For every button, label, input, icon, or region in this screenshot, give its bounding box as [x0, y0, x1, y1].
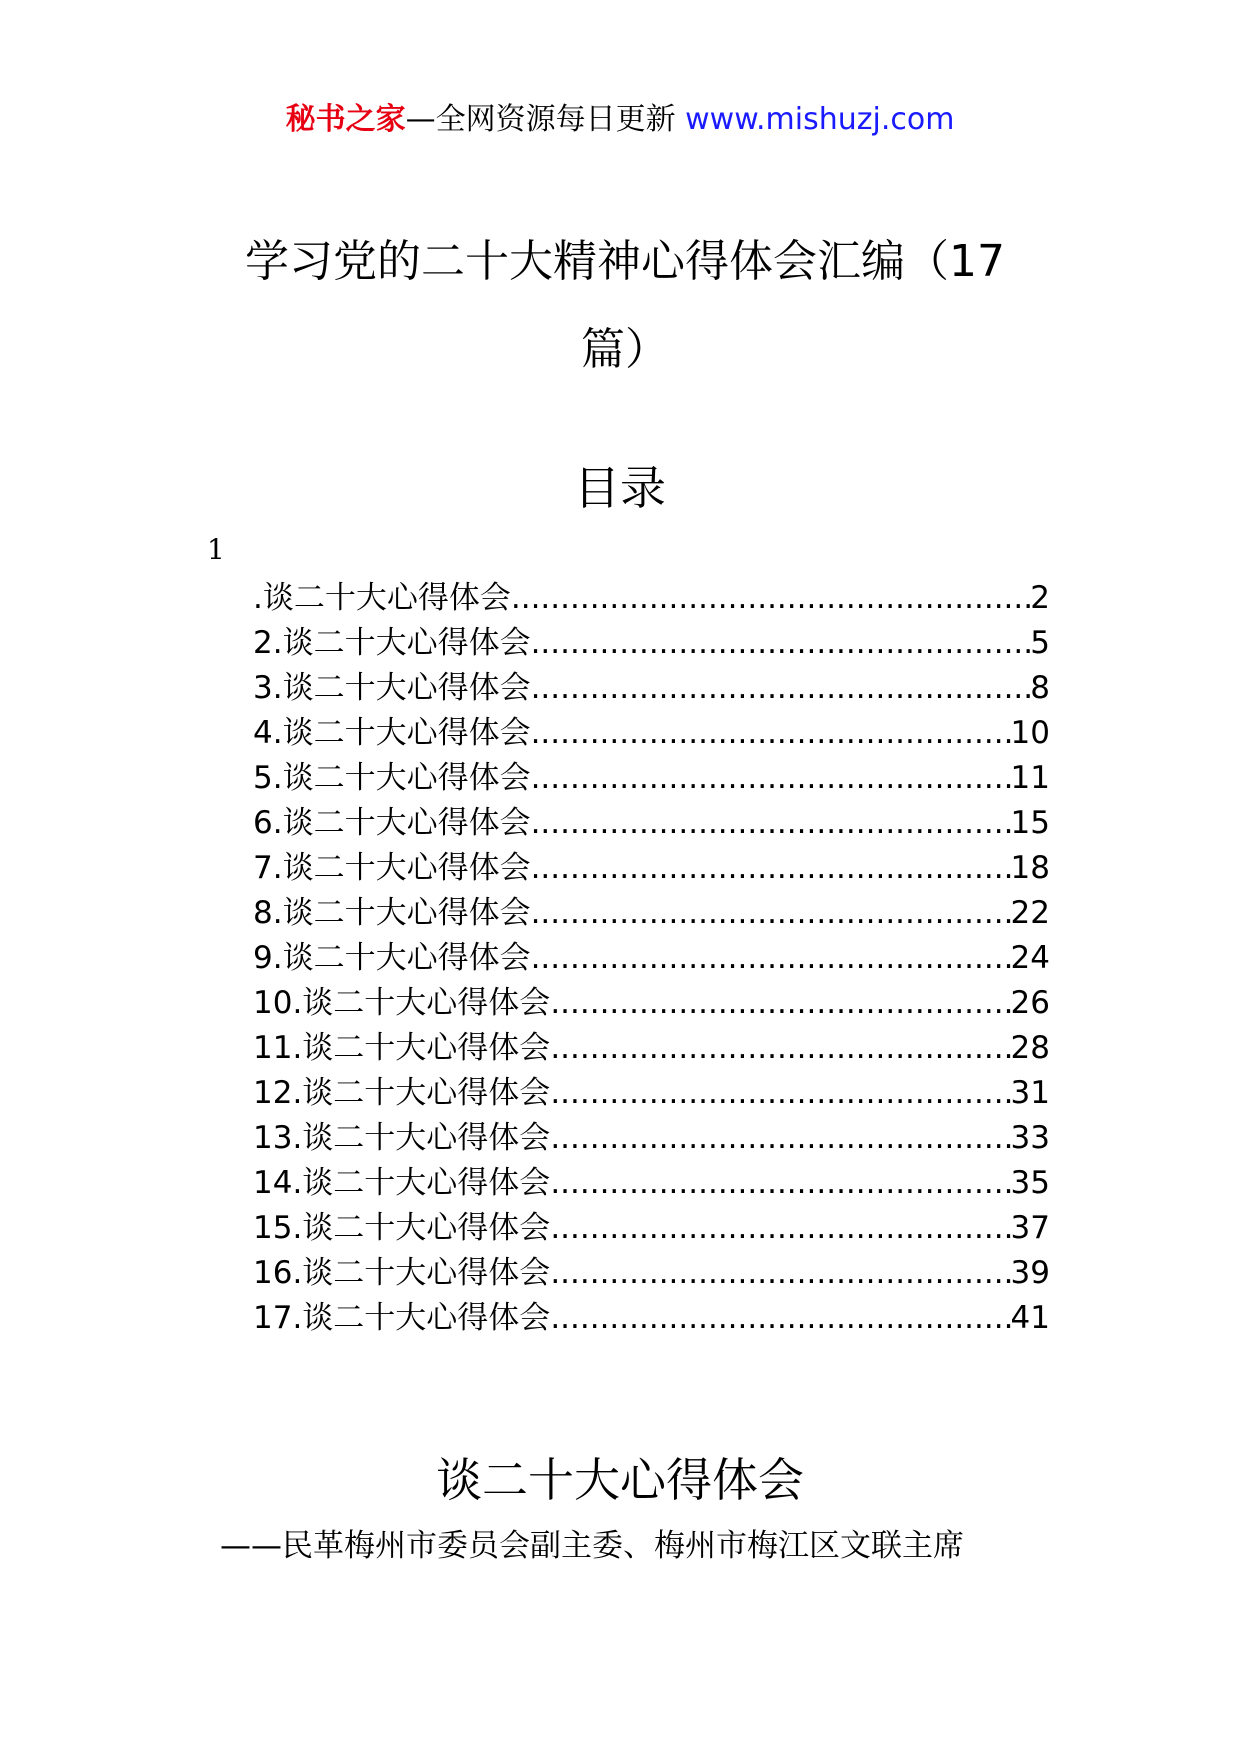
- toc-entry[interactable]: [253, 801, 1050, 846]
- toc-leader-dots: [550, 1026, 1010, 1071]
- toc-entry-label: 6.谈二十大心得体会: [253, 805, 531, 841]
- toc-leader-dots: [531, 846, 1011, 891]
- toc-entry-label: 13.谈二十大心得体会: [253, 1120, 551, 1156]
- site-banner: [0, 100, 1240, 140]
- toc-entry-page: 31: [1010, 1075, 1050, 1111]
- toc-list: [253, 576, 1050, 1341]
- toc-heading: 目录: [574, 461, 666, 515]
- toc-leader-dots: [550, 1071, 1010, 1116]
- toc-entry-label: 11.谈二十大心得体会: [253, 1030, 551, 1066]
- toc-leader-dots: [550, 1296, 1010, 1341]
- document-title-line-1: 学习党的二十大精神心得体会汇编（17: [245, 236, 1005, 287]
- toc-entry-page: 2: [1030, 580, 1050, 616]
- toc-entry[interactable]: [253, 1296, 1050, 1341]
- toc-entry-page: 41: [1010, 1300, 1050, 1336]
- toc-leader-dots: [531, 936, 1011, 981]
- toc-entry-label: 10.谈二十大心得体会: [253, 985, 551, 1021]
- toc-entry[interactable]: [253, 846, 1050, 891]
- article-title: 谈二十大心得体会: [436, 1453, 804, 1507]
- toc-stray-number: 1: [207, 533, 225, 566]
- toc-leader-dots: [531, 666, 1031, 711]
- toc-entry-label: 4.谈二十大心得体会: [253, 715, 531, 751]
- toc-entry-page: 8: [1030, 670, 1050, 706]
- toc-entry[interactable]: [253, 1071, 1050, 1116]
- toc-entry[interactable]: [253, 891, 1050, 936]
- toc-entry-label: 17.谈二十大心得体会: [253, 1300, 551, 1336]
- toc-entry-page: 10: [1010, 715, 1050, 751]
- toc-leader-dots: [531, 891, 1011, 936]
- toc-entry-page: 18: [1010, 850, 1050, 886]
- toc-entry-label: 7.谈二十大心得体会: [253, 850, 531, 886]
- toc-entry[interactable]: [253, 666, 1050, 711]
- toc-entry-page: 35: [1010, 1165, 1050, 1201]
- brand-name: 秘书之家: [285, 102, 406, 137]
- toc-leader-dots: [550, 981, 1010, 1026]
- toc-leader-dots: [511, 576, 1030, 621]
- toc-entry-label: 15.谈二十大心得体会: [253, 1210, 551, 1246]
- toc-entry-page: 33: [1010, 1120, 1050, 1156]
- toc-entry-page: 24: [1010, 940, 1050, 976]
- toc-entry-page: 5: [1030, 625, 1050, 661]
- toc-entry-page: 39: [1010, 1255, 1050, 1291]
- toc-entry-label: 14.谈二十大心得体会: [253, 1165, 551, 1201]
- toc-entry-label: 3.谈二十大心得体会: [253, 670, 531, 706]
- toc-entry[interactable]: [253, 1161, 1050, 1206]
- toc-entry-label: 2.谈二十大心得体会: [253, 625, 531, 661]
- toc-leader-dots: [550, 1161, 1010, 1206]
- toc-leader-dots: [531, 621, 1031, 666]
- toc-entry-label: 5.谈二十大心得体会: [253, 760, 531, 796]
- toc-entry-page: 15: [1010, 805, 1050, 841]
- toc-entry[interactable]: [253, 1251, 1050, 1296]
- toc-entry[interactable]: [253, 711, 1050, 756]
- toc-leader-dots: [531, 756, 1011, 801]
- site-url-link[interactable]: www.mishuzj.com: [685, 102, 955, 137]
- toc-entry-label: 16.谈二十大心得体会: [253, 1255, 551, 1291]
- toc-entry-page: 22: [1010, 895, 1050, 931]
- toc-entry[interactable]: [253, 936, 1050, 981]
- toc-entry[interactable]: [253, 1206, 1050, 1251]
- toc-entry[interactable]: [253, 1116, 1050, 1161]
- toc-entry[interactable]: [253, 981, 1050, 1026]
- toc-entry-label: .谈二十大心得体会: [253, 580, 511, 616]
- toc-leader-dots: [550, 1116, 1010, 1161]
- toc-entry[interactable]: [253, 576, 1050, 621]
- document-title-line-2: 篇）: [581, 324, 669, 375]
- toc-leader-dots: [531, 801, 1011, 846]
- toc-leader-dots: [550, 1251, 1010, 1296]
- toc-entry-page: 11: [1010, 760, 1050, 796]
- toc-entry[interactable]: [253, 621, 1050, 666]
- toc-entry-page: 37: [1010, 1210, 1050, 1246]
- toc-entry-label: 8.谈二十大心得体会: [253, 895, 531, 931]
- toc-entry-label: 9.谈二十大心得体会: [253, 940, 531, 976]
- toc-entry-page: 28: [1010, 1030, 1050, 1066]
- toc-leader-dots: [550, 1206, 1010, 1251]
- toc-leader-dots: [531, 711, 1011, 756]
- banner-tagline: —全网资源每日更新: [405, 102, 686, 137]
- toc-entry[interactable]: [253, 1026, 1050, 1071]
- toc-entry[interactable]: [253, 756, 1050, 801]
- toc-entry-page: 26: [1010, 985, 1050, 1021]
- toc-entry-label: 12.谈二十大心得体会: [253, 1075, 551, 1111]
- article-subtitle: ——民革梅州市委员会副主委、梅州市梅江区文联主席: [220, 1528, 964, 1564]
